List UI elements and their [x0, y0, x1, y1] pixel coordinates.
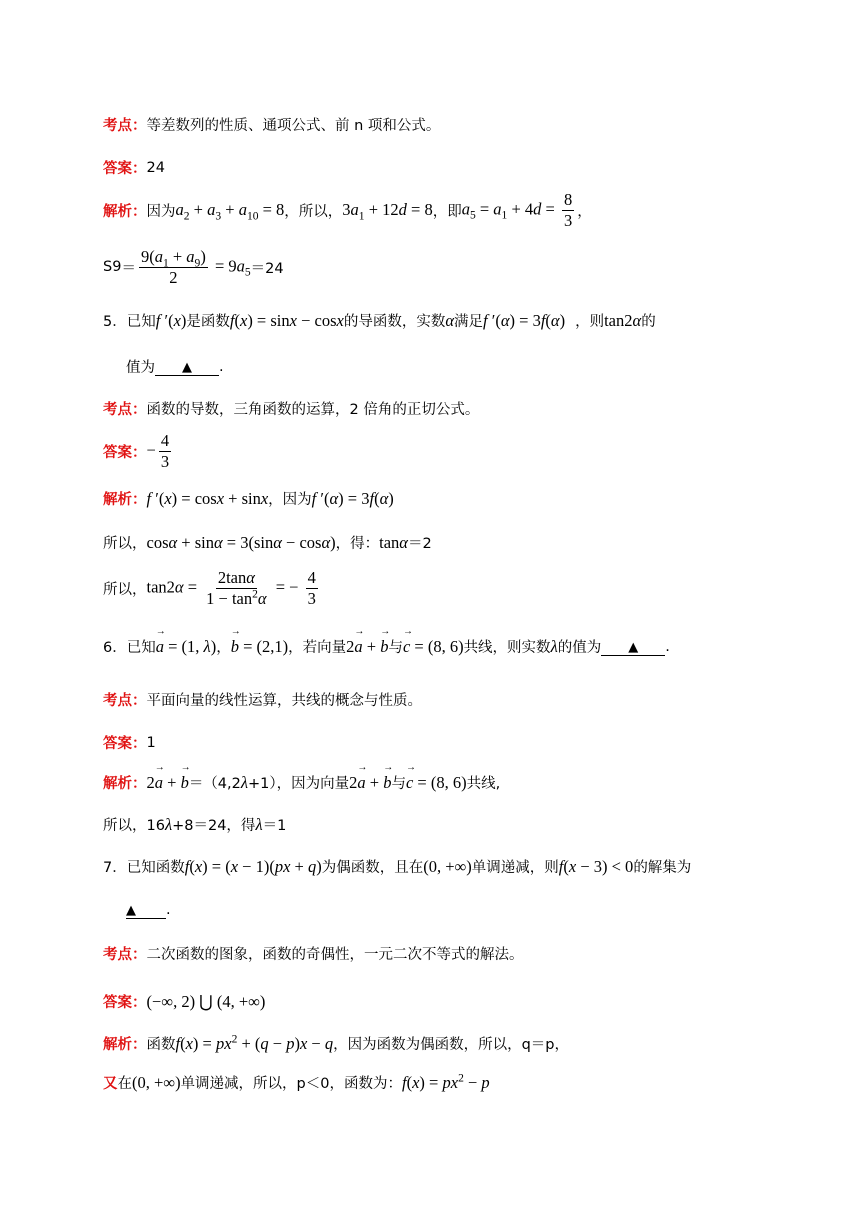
you-label: 又 — [103, 1076, 118, 1092]
formula: → c = (8, 6) — [403, 637, 464, 657]
kaodian-label: 考点： — [103, 118, 147, 134]
analysis-text: 函数 — [146, 1037, 176, 1053]
q6-analysis-line — [103, 772, 500, 793]
answer-blank — [126, 900, 166, 919]
formula: $a_2 + a_3 + a_{10} = 8$ — [175, 200, 285, 223]
triangle-marker: ▲ — [182, 360, 192, 375]
question-text: ， — [216, 640, 231, 656]
formula: λ — [240, 772, 249, 792]
analysis-text: ＝ — [121, 260, 136, 277]
q6-stem-line — [103, 636, 670, 657]
analysis-label: 解析： — [103, 776, 147, 792]
question-text: 是函数 — [186, 314, 230, 330]
formula: tan2α — [604, 310, 642, 330]
kaodian-label: 考点： — [103, 947, 147, 963]
q7-analysis-line2 — [103, 1072, 490, 1093]
answer-label: 答案： — [103, 736, 147, 752]
analysis-text: 所以， — [103, 581, 147, 598]
triangle-marker: ▲ — [628, 640, 639, 655]
analysis-text: ， — [577, 203, 592, 220]
q6-kaodian-line — [103, 689, 422, 710]
question-text: . — [166, 901, 171, 918]
formula: $a_5 = a_1 + 4d$ = $\frac{8}{3}$ — [461, 189, 573, 230]
formula: λ — [164, 814, 173, 834]
formula: λ — [255, 814, 263, 834]
formula: (0, +∞) — [423, 856, 472, 876]
question-text: 单调递减，则 — [471, 860, 559, 876]
analysis-text: ，所以， — [284, 203, 343, 220]
question-number: 6． — [103, 640, 127, 656]
question-text: 满足 — [454, 314, 484, 330]
question-text: 已知 — [126, 640, 156, 656]
answer-value: 24 — [146, 159, 165, 176]
answer-label: 答案： — [103, 995, 147, 1011]
formula: $3a_1 + 12d = 8$ — [342, 200, 433, 223]
formula: → b = (2,1) — [231, 637, 288, 657]
answer-blank — [601, 637, 665, 656]
question-number: 5． — [103, 314, 127, 330]
q7-analysis-line — [103, 1033, 569, 1054]
question-number: 7． — [103, 860, 127, 876]
q7-stem-line2 — [126, 900, 171, 919]
formula: 2→ a + → b — [346, 637, 388, 657]
question-text: 的导函数，实数 — [343, 314, 446, 330]
answer-label: 答案： — [103, 161, 147, 177]
formula: → a = (1, λ) — [156, 637, 216, 657]
analysis-text: +8＝24，得 — [172, 818, 256, 834]
formula: tanα — [379, 532, 408, 552]
question-text: 值为 — [126, 360, 155, 376]
analysis-text: ＝24 — [250, 260, 284, 277]
analysis-text: 因为 — [146, 203, 176, 220]
s9-symbol: S — [103, 259, 113, 275]
formula: f(x) = (x − 1)(px + q) — [184, 856, 322, 876]
analysis-label: 解析： — [103, 1037, 147, 1053]
q4-analysis-line — [103, 190, 592, 230]
q5-answer-line — [103, 429, 174, 473]
analysis-text: ＝（4,2 — [188, 776, 241, 792]
q6-analysis-line2 — [103, 814, 286, 835]
analysis-text: 在 — [117, 1076, 132, 1092]
answer-value: 1 — [146, 734, 156, 751]
formula: $f(x) = px^2 - p$ — [402, 1072, 490, 1092]
q6-answer-line — [103, 732, 156, 753]
question-text: 的值为 — [557, 640, 602, 656]
analysis-text: 与 — [391, 776, 406, 792]
answer-numerator: 4 — [160, 430, 170, 450]
formula: f ′(x) = cosx + sinx — [146, 488, 269, 508]
analysis-text: ，得： — [335, 536, 380, 552]
formula: f(x − 3) < 0 — [558, 856, 634, 876]
q7-answer-line — [103, 991, 265, 1012]
analysis-text: ，因为函数为偶函数，所以，q＝p， — [333, 1037, 570, 1053]
formula: f ′(x) — [155, 310, 187, 330]
formula: λ — [550, 636, 558, 656]
analysis-text: 所以，16 — [103, 818, 165, 834]
q5-stem-line2 — [126, 356, 224, 377]
q7-stem-line — [103, 856, 691, 877]
q5-stem-line — [103, 310, 656, 331]
answer-label: 答案： — [103, 444, 147, 461]
q4-s9-line: S 9 ＝ $\frac{9(a_1 + a_9)}{2}$ = $9a_5$ ＝24 — [103, 246, 284, 287]
question-text: . — [219, 358, 224, 375]
analysis-text: ，即 — [432, 203, 462, 220]
triangle-marker: ▲ — [126, 903, 136, 918]
q5-analysis-line3 — [103, 566, 321, 610]
minus-sign: − — [146, 439, 156, 459]
q4-answer-line — [103, 157, 165, 178]
question-text: 的解集为 — [633, 860, 692, 876]
question-text: 的 — [641, 314, 656, 330]
analysis-text: 所以， — [103, 536, 147, 552]
formula: (0, +∞) — [132, 1072, 181, 1092]
formula: $\frac{9(a_1 + a_9)}{2}$ = $9a_5$ — [140, 246, 251, 287]
analysis-label: 解析： — [103, 492, 147, 508]
question-text: 已知函数 — [126, 860, 185, 876]
q5-kaodian-line — [103, 398, 479, 419]
question-text: ，若向量 — [288, 640, 347, 656]
question-text: 与 — [388, 640, 403, 656]
formula: 2→ a + → b — [147, 773, 189, 793]
kaodian-text: 二次函数的图象，函数的奇偶性，一元二次不等式的解法。 — [146, 947, 524, 963]
kaodian-text: 函数的导数，三角函数的运算，2 倍角的正切公式。 — [146, 402, 480, 418]
formula: f(x) = sinx − cosx — [229, 310, 344, 330]
kaodian-label: 考点： — [103, 402, 147, 418]
analysis-text: ＝1 — [262, 818, 287, 834]
question-text: 共线，则实数 — [463, 640, 551, 656]
answer-value: (−∞, 2) ⋃ (4, +∞) — [146, 991, 266, 1011]
formula: → c = (8, 6) — [406, 773, 467, 793]
question-text: 已知 — [126, 314, 156, 330]
formula: f ′(α) = 3f(α) — [311, 488, 394, 508]
formula: tan2α = $\frac{2\tan\alpha}{1 - \tan^2\alpha}$ = − $\frac{4}{3}$ — [146, 567, 316, 608]
formula: f ′(α) = 3f(α) — [483, 310, 566, 330]
formula: cosα + sinα = 3(sinα − cosα) — [146, 532, 336, 552]
analysis-text: ，因为 — [268, 492, 312, 508]
analysis-text: +1），因为向量 — [248, 776, 350, 792]
formula: $f(x) = px^2 + (q - p)x - q$ — [175, 1033, 334, 1053]
formula: 2→ a + → b — [349, 773, 391, 793]
q5-analysis-line — [103, 488, 394, 509]
answer-denominator: 3 — [160, 451, 170, 471]
kaodian-text: 平面向量的线性运算，共线的概念与性质。 — [146, 693, 422, 709]
analysis-label: 解析： — [103, 203, 147, 220]
analysis-text: 共线, — [466, 776, 501, 792]
analysis-text: ＝2 — [407, 536, 432, 552]
formula: α — [445, 310, 455, 330]
answer-blank — [155, 357, 219, 376]
q5-analysis-line2 — [103, 532, 432, 553]
question-text: ，则 — [575, 314, 605, 330]
q4-kaodian-line — [103, 114, 440, 135]
analysis-text: 单调递减，所以，p＜0，函数为： — [180, 1076, 402, 1092]
question-text: 为偶函数，且在 — [321, 860, 424, 876]
answer-value — [147, 431, 175, 472]
kaodian-label: 考点： — [103, 693, 147, 709]
q7-kaodian-line — [103, 943, 524, 964]
kaodian-text: 等差数列的性质、通项公式、前 n 项和公式。 — [146, 118, 441, 134]
question-text: . — [665, 638, 670, 655]
